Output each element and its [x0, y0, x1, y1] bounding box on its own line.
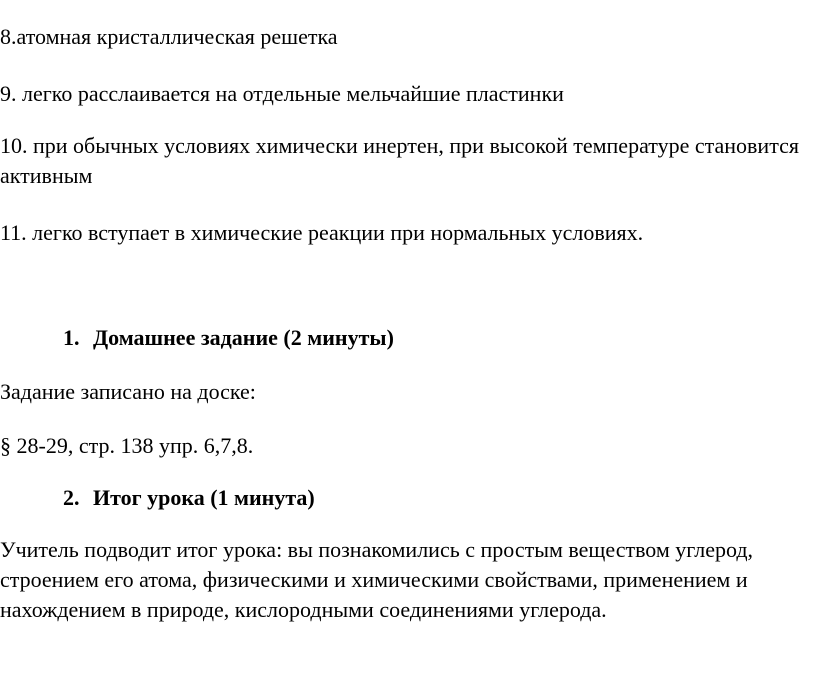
summary-number: 2. — [63, 485, 80, 510]
summary-text: Учитель подводит итог урока: вы познакомились с простым веществом углерод, строением его атома, физическими и химическими свойствами, применением и нахождением в природе, кислородными соединениями углерода. — [0, 537, 754, 622]
list-item-9: 9. легко расслаивается на отдельные мельчайшие пластинки — [0, 81, 564, 106]
homework-intro: Задание записано на доске: — [0, 379, 256, 404]
homework-heading — [63, 323, 394, 353]
summary-heading — [63, 483, 315, 513]
homework-title: Домашнее задание (2 минуты) — [93, 325, 394, 350]
homework-task: § 28-29, стр. 138 упр. 6,7,8. — [0, 433, 254, 458]
list-item-10: 10. при обычных условиях химически инертен, при высокой температуре становится активным — [0, 133, 799, 189]
homework-number: 1. — [63, 325, 80, 350]
list-item-11: 11. легко вступает в химические реакции при нормальных условиях. — [0, 220, 644, 245]
summary-title: Итог урока (1 минута) — [93, 485, 315, 510]
list-item-8: 8.атомная кристаллическая решетка — [0, 24, 338, 49]
